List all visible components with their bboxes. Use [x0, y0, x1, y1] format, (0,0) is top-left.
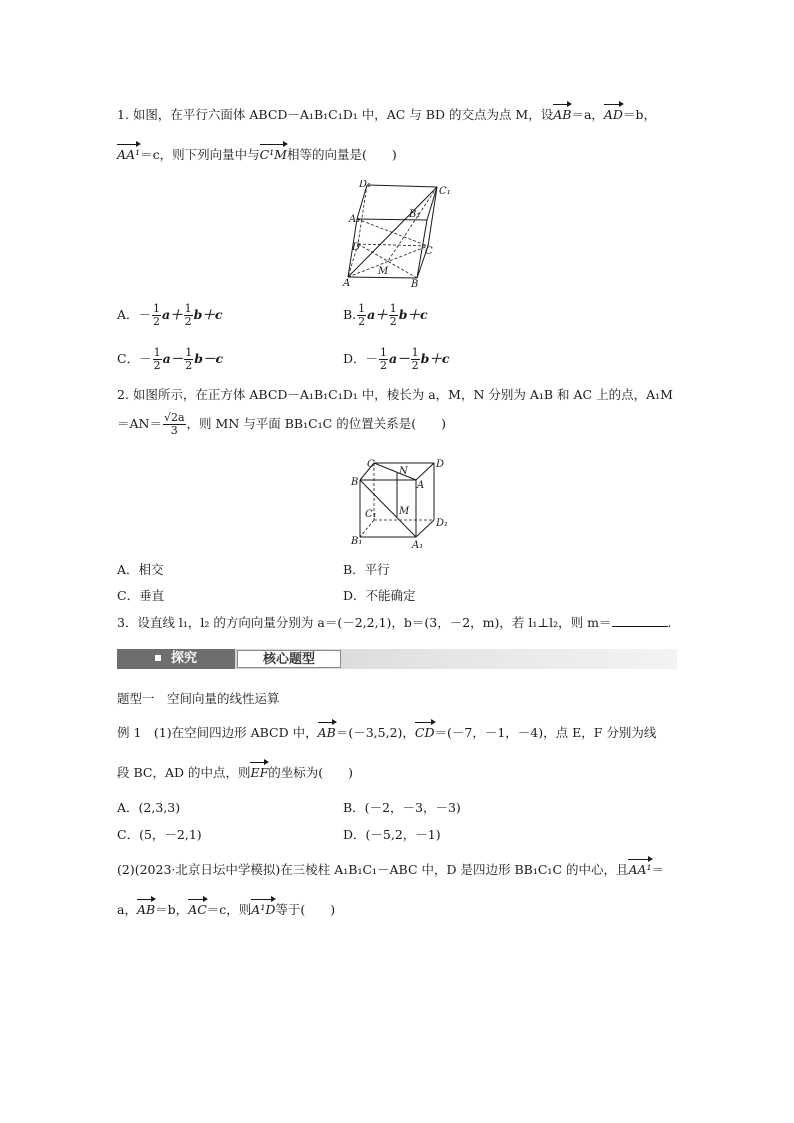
- vector-ab: AB: [553, 107, 572, 122]
- q1-option-b: B. $\frac{1}{2}$ a＋ $\frac{1}{2}$ b＋c: [343, 302, 428, 328]
- answer-blank: [612, 614, 668, 627]
- vector-ab: AB: [317, 725, 336, 740]
- q2-option-a: A．相交: [117, 562, 164, 577]
- ex1-line3: (2)(2023·北京日坛中学模拟)在三棱柱 A₁B₁C₁－ABC 中，D 是四边形 BB₁C₁C 的中心，且AA¹＝: [117, 862, 665, 877]
- q1-line2: [117, 146, 397, 164]
- label-b1: B₁: [351, 536, 363, 547]
- q1-line1-text: 1. 如图，在平行六面体 ABCD－A₁B₁C₁D₁ 中，AC 与 BD 的交点为点 M，设: [117, 107, 554, 122]
- vector-c1m: C¹M: [259, 147, 287, 162]
- ex1-line4: a，AB＝b，AC＝c，则A¹D等于( ): [117, 902, 336, 917]
- q1-eq-a: ＝a，: [571, 107, 604, 122]
- q2-option-c: C．垂直: [117, 588, 165, 603]
- label-c: C: [367, 459, 375, 470]
- label-a1: A₁: [412, 540, 424, 550]
- square-bullet-icon: [155, 655, 161, 661]
- label-d1: D₁: [436, 518, 449, 529]
- vector-ef: EF: [250, 765, 269, 780]
- q3-line: 3．设直线 l₁，l₂ 的方向向量分别为 a＝(－2,2,1)，b＝(3，－2，m)，若 l₁⊥l₂，则 m＝ .: [117, 615, 672, 630]
- ex1-line2: 段 BC，AD 的中点，则EF的坐标为( ): [117, 765, 354, 780]
- label-m: M: [378, 266, 389, 277]
- section-title: 题型一 空间向量的线性运算: [117, 691, 280, 706]
- ex1-line1: 例 1 (1)在空间四边形 ABCD 中，AB＝(－3,5,2)，CD＝(－7，－1，－4)，点 E，F 分别为线: [117, 725, 657, 740]
- label-c1: C₁: [365, 509, 377, 520]
- ex1-option-a: A．(2,3,3): [117, 800, 181, 815]
- label-d: D: [436, 459, 445, 470]
- label-b: B: [351, 477, 359, 488]
- q1-option-d: D．－ $\frac{1}{2}$ a－ $\frac{1}{2}$ b＋c: [343, 346, 450, 372]
- q1-line2-end: 相等的向量是( ): [286, 147, 397, 162]
- vector-ad: AD: [603, 107, 623, 122]
- vector-cd: CD: [414, 725, 435, 740]
- vector-aa1: AA¹: [628, 862, 652, 877]
- label-d1: D₁: [359, 180, 372, 190]
- q2-option-b: B．平行: [343, 562, 390, 577]
- parallelepiped-figure: [340, 180, 460, 292]
- section-banner: [117, 649, 677, 669]
- q2-option-d: D．不能确定: [343, 588, 416, 603]
- label-n: N: [399, 466, 408, 477]
- ex1-option-d: D．(－5,2，－1): [343, 827, 441, 842]
- label-a: A: [343, 278, 351, 289]
- banner-right: 核心题型: [237, 650, 341, 668]
- banner-left: 探究: [117, 649, 235, 669]
- q1-line1: [117, 106, 656, 124]
- q2-line1: 2. 如图所示，在正方体 ABCD－A₁B₁C₁D₁ 中，棱长为 a，M，N 分别为 A₁B 和 AC 上的点，A₁M: [117, 387, 673, 402]
- q2-line2: ＝AN＝ $\frac{√2a}{3}$ ，则 MN 与平面 BB₁C₁C 的位置关系是( ): [117, 411, 446, 437]
- label-c1: C₁: [439, 186, 451, 197]
- label-c: C: [425, 246, 433, 257]
- vector-aa1: AA¹: [117, 147, 141, 162]
- q1-option-c: C．－ $\frac{1}{2}$ a－ $\frac{1}{2}$ b－c: [117, 346, 224, 372]
- vector-a1d: A¹D: [251, 902, 276, 917]
- label-d: D: [352, 242, 361, 253]
- label-a1: A₁: [349, 214, 361, 225]
- label-m: M: [399, 506, 410, 517]
- ex1-option-c: C．(5，－2,1): [117, 827, 202, 842]
- label-b1: B₁: [409, 209, 421, 220]
- q1-option-a: A．－ $\frac{1}{2}$ a＋ $\frac{1}{2}$ b＋c: [117, 302, 223, 328]
- label-b: B: [411, 279, 419, 290]
- cube-figure: [346, 458, 454, 550]
- ex1-option-b: B．(－2，－3，－3): [343, 800, 461, 815]
- vector-ab: AB: [136, 902, 156, 917]
- label-a: A: [417, 480, 425, 491]
- q1-eq-b: ＝b，: [622, 107, 656, 122]
- q1-line2-rest: ＝c，则下列向量中与: [140, 147, 260, 162]
- vector-ac: AC: [188, 902, 207, 917]
